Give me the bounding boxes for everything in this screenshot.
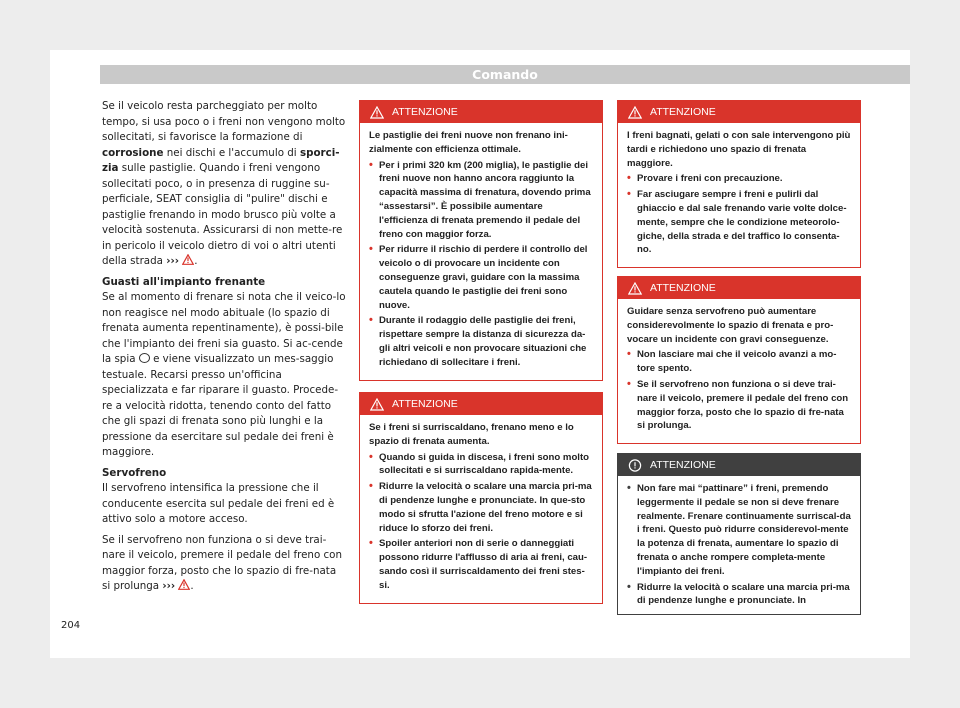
paragraph-brake-faults bbox=[102, 290, 346, 461]
warning-title: ATTENZIONE bbox=[392, 106, 458, 118]
warning-header bbox=[360, 393, 602, 415]
warning-box-wet-brakes bbox=[617, 100, 861, 268]
text: e viene visualizzato un mes-saggio testuale. Recarsi presso un'officina specializzata e far riparare il guasto. Procede-re a velocità ridotta, tenendo conto del fatto che gli spazi di frenata sono più lunghi e la pressione da esercitare sul pedale dei freni è maggiore. bbox=[102, 353, 339, 458]
warning-triangle-icon bbox=[178, 579, 190, 590]
warning-triangle-icon bbox=[628, 282, 642, 295]
warning-triangle-icon bbox=[182, 254, 194, 265]
warning-intro: Guidare senza servofreno può aumentare considerevolmente lo spazio di frenata e pro-vocare un incidente con gravi conseguenze. bbox=[627, 306, 834, 345]
warning-intro: Le pastiglie dei freni nuove non frenano ini-zialmente con efficienza ottimale. bbox=[369, 130, 568, 155]
warning-box-overheating bbox=[359, 392, 603, 604]
warning-item: • Per i primi 320 km (200 miglia), le pastiglie dei freni nuove non hanno ancora raggiunto la capacità massima di frenatura, dovendo prima “assestarsi”. È possibile aumentare l'efficienza di frenata premendo il pedale del freno con maggior forza. bbox=[369, 159, 594, 242]
text: Se al momento di frenare si nota che il veico-lo non reagisce nel modo abituale (lo spazio di frenata aumenta repentinamente), è possi-bile che l'impianto dei freni sia guasto. Si ac-cende la spia bbox=[102, 291, 346, 365]
warning-header bbox=[360, 101, 602, 123]
warning-triangle-icon bbox=[370, 398, 384, 411]
bold-term-corrosione: corrosione bbox=[102, 146, 164, 159]
warning-intro: Se i freni si surriscaldano, frenano meno e lo spazio di frenata aumenta. bbox=[369, 422, 574, 447]
warning-triangle-icon bbox=[370, 106, 384, 119]
paragraph-servofreno-1: Il servofreno intensifica la pressione che il conducente esercita sul pedale dei freni ed è attivo solo a motore acceso. bbox=[102, 482, 335, 525]
warning-item: • Durante il rodaggio delle pastiglie dei freni, rispettare sempre la distanza di sicurezza da-gli altri veicoli e non provocare situazioni che richiedano di sollecitare i freni. bbox=[369, 314, 594, 369]
text: Se il servofreno non funziona o si deve trai-nare il veicolo, premere il pedale del freno con maggior forza, posto che lo spazio di fre-nata si prolunga bbox=[102, 533, 343, 592]
warning-intro: I freni bagnati, gelati o con sale intervengono più tardi e richiedono uno spazio di frenata maggiore. bbox=[627, 130, 851, 169]
brake-warning-lamp-icon bbox=[139, 353, 150, 363]
note-item: • Non fare mai “pattinare” i freni, premendo leggermente il pedale se non si deve frenare realmente. Frenare continuamente surriscal-da i freni. Questo può ridurre considerevol-mente la potenza di frenata, aumentare lo spazio di frenata o anche rompere completa-mente l'impianto dei freni. bbox=[627, 482, 852, 579]
warning-title: ATTENZIONE bbox=[650, 282, 716, 294]
note-header bbox=[618, 454, 860, 476]
page-number: 204 bbox=[61, 620, 81, 631]
text: nei dischi e l'accumulo di bbox=[163, 146, 300, 159]
text: Se il veicolo resta parcheggiato per molto tempo, si usa poco o i freni non vengono molto sollecitati, si favorisce la formazione di bbox=[102, 100, 346, 143]
warning-item: • Se il servofreno non funziona o si deve trai-nare il veicolo, premere il pedale del freno con maggior forza, posto che lo spazio di fre-nata si prolunga. bbox=[627, 378, 852, 433]
main-text-column bbox=[102, 99, 346, 600]
warning-item: • Provare i freni con precauzione. bbox=[627, 172, 852, 186]
reference-arrow[interactable]: ››› bbox=[162, 580, 176, 592]
warning-triangle-icon bbox=[628, 106, 642, 119]
note-title: ATTENZIONE bbox=[650, 459, 716, 471]
warning-header bbox=[618, 101, 860, 123]
warning-item: • Ridurre la velocità o scalare una marcia pri-ma di pendenze lunghe e pronunciate. In que-sto modo si sfrutta l'azione del freno motore e si riduce lo sforzo dei freni. bbox=[369, 480, 594, 535]
paragraph-servofreno-2: Se il servofreno non funziona o si deve trai-nare il veicolo, premere il pedale del freno con maggior forza, posto che lo spazio di fre-nata si prolunga ››› . bbox=[102, 533, 343, 592]
warning-item: • Far asciugare sempre i freni e pulirli dal ghiaccio e dal sale frenando varie volte dolce-mente, sempre che le condizione meteorolo-giche, della strada e del traffico lo consenta-no. bbox=[627, 188, 852, 257]
heading-brake-faults: Guasti all'impianto frenante bbox=[102, 275, 266, 288]
warning-item: • Per ridurre il rischio di perdere il controllo del veicolo o di provocare un incidente con conseguenze gravi, guidare con la massima cautela quando le pastiglie dei freni sono nuove. bbox=[369, 243, 594, 312]
note-box-pattinare bbox=[617, 453, 861, 615]
note-item: • Ridurre la velocità o scalare una marcia pri-ma di pendenze lunghe e pronunciate. In bbox=[627, 581, 852, 609]
heading-servofreno: Servofreno bbox=[102, 466, 167, 479]
page-header bbox=[100, 65, 910, 84]
warning-box-new-pads bbox=[359, 100, 603, 381]
warning-item: • Non lasciare mai che il veicolo avanzi a mo-tore spento. bbox=[627, 348, 852, 376]
bold-term-sporcizia: sporci-zia bbox=[102, 146, 340, 174]
warning-title: ATTENZIONE bbox=[392, 398, 458, 410]
warning-item: • Spoiler anteriori non di serie o danneggiati possono ridurre l'afflusso di aria ai freni, cau-sando così il surriscaldamento dei freni stes-si. bbox=[369, 537, 594, 592]
warning-item: • Quando si guida in discesa, i freni sono molto sollecitati e si surriscaldano rapida-mente. bbox=[369, 451, 594, 479]
paragraph-corrosion: Se il veicolo resta parcheggiato per molto tempo, si usa poco o i freni non vengono molto sollecitati, si favorisce la formazione di corrosione nei dischi e l'accumulo di sporci-zia sulle pastiglie. Quando i freni vengono sollecitati poco, o in presenza di ruggine su-perficiale, SEAT consiglia di "pulire" dischi e pastiglie frenando in modo brusco più volte a velocità sostenuta. Assicurarsi di non mette-re in pericolo il veicolo dietro di voi o altri utenti della strada ››› . bbox=[102, 100, 346, 267]
page-title: Comando bbox=[472, 67, 538, 82]
info-circle-icon bbox=[628, 459, 642, 472]
text: sulle pastiglie. Quando i freni vengono sollecitati poco, o in presenza di ruggine su-perficiale, SEAT consiglia di "pulire" dischi e pastiglie frenando in modo brusco più volte a velocità sostenuta. Assicurarsi di non mette-re in pericolo il veicolo dietro di voi o altri utenti della strada bbox=[102, 162, 343, 267]
warning-header bbox=[618, 277, 860, 299]
reference-arrow[interactable]: ››› bbox=[166, 255, 179, 267]
warning-box-no-servo bbox=[617, 276, 861, 444]
warning-title: ATTENZIONE bbox=[650, 106, 716, 118]
